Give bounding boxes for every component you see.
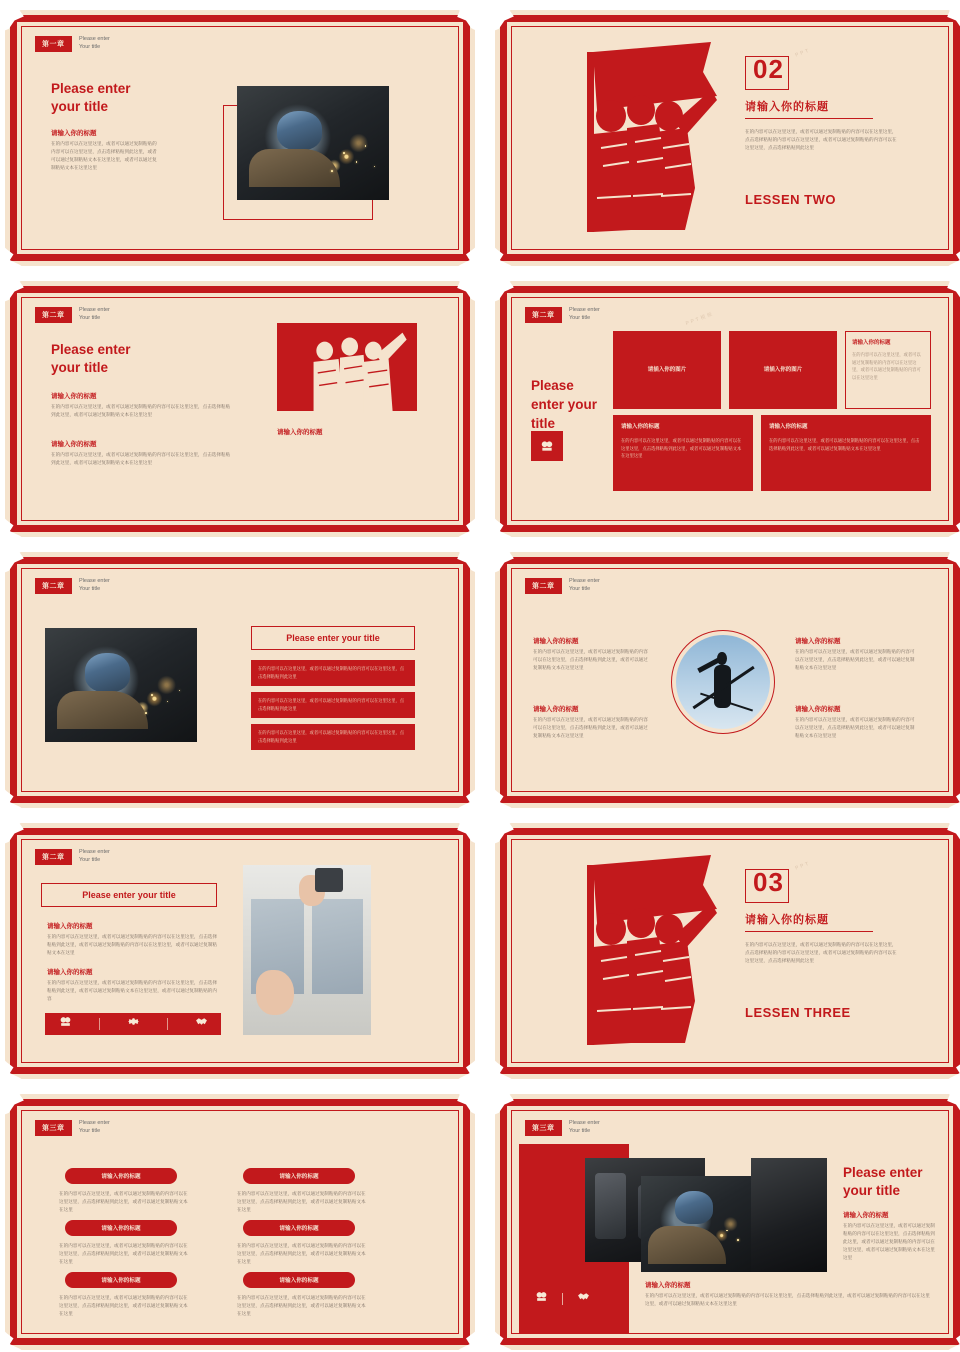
chapter-sub-line1: Please enter <box>569 1120 600 1126</box>
lesson-label: LESSEN TWO <box>745 192 836 207</box>
section-subtitle-2: 请输入你的标题 <box>51 441 97 448</box>
page-title <box>531 377 597 434</box>
chapter-subtitle <box>79 306 110 323</box>
slide-1[interactable] <box>5 10 475 266</box>
chapter-tag: 第三章 <box>525 1120 562 1136</box>
bullet-bar-text: 在的内容可以在这里这里，或者可以通过复制粘贴的内容可以在这里这里，点击选择粘贴到此这里 <box>258 698 405 711</box>
hands-icon[interactable] <box>59 1015 72 1033</box>
item-pill-label: 请输入你的标题 <box>279 1278 319 1284</box>
page-title-line3: title <box>531 415 556 431</box>
chapter-sub-line2: Your title <box>569 315 591 322</box>
chapter-sub-line1: Please enter <box>79 578 110 584</box>
spark <box>343 152 345 154</box>
item-body-5: 在的内容可以在这里这里，或者可以通过复制粘贴的内容可以在这里这里，点击选择粘贴到此这里，或者可以通过复制粘贴文本在这里 <box>59 1295 188 1317</box>
section-subtitle-1: 请输入你的标题 <box>51 393 97 400</box>
welder-arm <box>648 1226 726 1264</box>
image-placeholder-2[interactable] <box>729 331 837 409</box>
section-subtitle: 请输入你的标题 <box>843 1212 889 1219</box>
image-placeholder-label: 请插入你的图片 <box>647 366 687 373</box>
quadrant-body-1: 在的内容可以在这里这里，或者可以通过复制粘贴的内容可以在这里这里，点击选择粘贴到此这里，或者可以通过复制粘贴文本在这里这里 <box>533 649 648 671</box>
slide-10[interactable] <box>495 1094 960 1350</box>
page-title-line2: your title <box>51 360 109 376</box>
item-pill-1[interactable] <box>65 1168 177 1184</box>
card-body: 在的内容可以在这里这里，或者可以通过复制粘贴的内容可以在这里这里，点击选择粘贴到此这里，或者可以通过复制粘贴文本在这里这里 <box>621 437 742 459</box>
icon-bar <box>45 1013 221 1035</box>
chapter-sub-line2: Your title <box>569 1128 591 1135</box>
photo-ring <box>671 630 775 734</box>
welder-arm <box>57 691 148 730</box>
section-heading: 请输入你的标题 <box>745 101 829 113</box>
slide-3[interactable] <box>5 281 475 537</box>
handshake-icon[interactable] <box>195 1015 208 1033</box>
item-pill-label: 请输入你的标题 <box>101 1278 141 1284</box>
card-title: 请输入你的标题 <box>769 424 808 430</box>
hands-icon <box>531 431 563 461</box>
slide-8[interactable] <box>495 823 960 1079</box>
heading-rule <box>745 931 873 932</box>
page-title-line1: Please enter <box>843 1165 923 1180</box>
quadrant-body-3: 在的内容可以在这里这里，或者可以通过复制粘贴的内容可以在这里这里，点击选择粘贴到此这里，或者可以通过复制粘贴文本在这里这里 <box>533 717 648 739</box>
chapter-sub-line1: Please enter <box>79 307 110 313</box>
photo-sparks <box>751 1158 827 1272</box>
page-title-line2: enter your <box>531 396 598 412</box>
page-title-line2: your title <box>843 1183 901 1199</box>
chapter-sub-line2: Your title <box>79 1128 101 1135</box>
photo-window <box>243 865 371 1035</box>
window-pane-right <box>312 899 363 994</box>
icon-row <box>535 1290 590 1308</box>
slide-7[interactable] <box>5 823 475 1079</box>
page-title <box>843 1164 923 1200</box>
bullet-bar-1[interactable] <box>251 660 415 686</box>
item-pill-5[interactable] <box>65 1272 177 1288</box>
bullet-bar-text: 在的内容可以在这里这里，或者可以通过复制粘贴的内容可以在这里这里，点击选择粘贴到此这里 <box>258 666 405 679</box>
drill-tool <box>315 868 343 892</box>
page-title-line2: your title <box>51 99 109 115</box>
card-title: 请输入你的标题 <box>852 340 891 346</box>
section-number: 02 <box>753 54 784 84</box>
welder-helmet <box>675 1191 713 1224</box>
section-subtitle: 请输入你的标题 <box>51 130 97 137</box>
photo-climber <box>676 635 770 729</box>
item-pill-label: 请输入你的标题 <box>101 1226 141 1232</box>
chapter-subtitle <box>569 306 600 323</box>
chapter-subtitle <box>79 1119 110 1136</box>
item-pill-4[interactable] <box>243 1220 355 1236</box>
chapter-tag: 第二章 <box>35 849 72 865</box>
bullet-bar-3[interactable] <box>251 724 415 750</box>
spark <box>737 1239 739 1241</box>
flag-workers-graphic <box>283 317 415 415</box>
chapter-sub-line2: Your title <box>569 586 591 593</box>
flag-workers-graphic <box>535 851 725 1051</box>
bullet-bar-text: 在的内容可以在这里这里，或者可以通过复制粘贴的内容可以在这里这里，点击选择粘贴到此这里 <box>258 730 405 743</box>
welder-arm <box>249 149 340 188</box>
text-card-light[interactable] <box>845 331 931 409</box>
spark <box>151 694 153 696</box>
body-text: 在的内容可以在这里这里，或者可以通过复制粘贴的内容可以在这里这里，点击选择粘贴的内容可以在这里这里，或者可以通过复制粘贴的内容可以在这里这里，点击选择粘贴到此这里 <box>745 942 897 964</box>
body-text: 在的内容可以在这里这里，或者可以通过复制粘贴的内容可以在这里这里，点击选择粘贴到此这里，或者可以通过复制粘贴的内容可以在这里这里，或者可以通过复制粘贴文本在这里这里 <box>843 1223 935 1261</box>
section-number: 03 <box>753 867 784 897</box>
gear-icon[interactable] <box>127 1015 140 1033</box>
chapter-sub-line2: Your title <box>79 586 101 593</box>
page-title-line1: Please enter <box>51 342 131 357</box>
slide-6[interactable] <box>495 552 960 808</box>
spark <box>167 701 169 703</box>
body-text-1: 在的内容可以在这里这里，或者可以通过复制粘贴的内容可以在这里这里，点击选择粘贴到此这里，或者可以通过复制粘贴的内容可以在这里这里，或者可以通过复制粘贴文本在这里 <box>47 934 217 956</box>
title-box <box>41 883 217 907</box>
page-title-line1: Please <box>531 378 574 393</box>
chapter-subtitle <box>569 577 600 594</box>
item-pill-label: 请输入你的标题 <box>279 1174 319 1180</box>
divider <box>562 1293 563 1305</box>
item-pill-label: 请输入你的标题 <box>279 1226 319 1232</box>
chapter-subtitle <box>79 577 110 594</box>
card-body: 在的内容可以在这里这里，或者可以通过复制粘贴的内容可以在这里这里，或者可以通过复制粘贴的内容可以在这里这里 <box>852 352 921 381</box>
shop-shape <box>595 1173 626 1240</box>
item-pill-label: 请输入你的标题 <box>101 1174 141 1180</box>
chapter-tag: 第二章 <box>525 578 562 594</box>
bullet-bar-2[interactable] <box>251 692 415 718</box>
quadrant-title-2: 请输入你的标题 <box>795 638 841 645</box>
body-text-2: 在的内容可以在这里这里，或者可以通过复制粘贴的内容可以在这里这里，点击选择粘贴到此这里，或者可以通过复制粘贴文本在这里这里 <box>51 452 231 466</box>
item-pill-6[interactable] <box>243 1272 355 1288</box>
slide-4[interactable] <box>495 281 960 537</box>
body-text-2: 在的内容可以在这里这里，或者可以通过复制粘贴的内容可以在这里这里，点击选择粘贴到此这里，或者可以通过复制粘贴文本在这里这里，或者可以通过复制粘贴的内容 <box>47 980 217 1002</box>
section-subtitle-1: 请输入你的标题 <box>47 923 93 930</box>
slide-9[interactable] <box>5 1094 475 1350</box>
photo-welder <box>45 628 197 742</box>
item-pill-2[interactable] <box>243 1168 355 1184</box>
item-pill-3[interactable] <box>65 1220 177 1236</box>
card-title: 请输入你的标题 <box>621 424 660 430</box>
chapter-tag: 第二章 <box>35 307 72 323</box>
title-box <box>251 626 415 650</box>
section-heading: 请输入你的标题 <box>745 914 829 926</box>
quadrant-body-2: 在的内容可以在这里这里，或者可以通过复制粘贴的内容可以在这里这里，点击选择粘贴到此这里，或者可以通过复制粘贴文本在这里这里 <box>795 649 915 671</box>
item-body-1: 在的内容可以在这里这里，或者可以通过复制粘贴的内容可以在这里这里，点击选择粘贴到此这里，或者可以通过复制粘贴文本在这里 <box>59 1191 188 1213</box>
page-title <box>51 341 131 377</box>
caption-title: 请输入你的标题 <box>645 1282 691 1289</box>
chapter-sub-line1: Please enter <box>569 307 600 313</box>
divider <box>99 1018 100 1030</box>
handshake-icon[interactable] <box>577 1290 590 1308</box>
slide-5[interactable] <box>5 552 475 808</box>
quadrant-title-1: 请输入你的标题 <box>533 638 579 645</box>
chapter-subtitle <box>79 848 110 865</box>
chapter-tag: 第三章 <box>35 1120 72 1136</box>
quadrant-body-4: 在的内容可以在这里这里，或者可以通过复制粘贴的内容可以在这里这里，点击选择粘贴到此这里，或者可以通过复制粘贴文本在这里这里 <box>795 717 915 739</box>
chapter-sub-line1: Please enter <box>569 578 600 584</box>
photo-welder <box>237 86 389 200</box>
chapter-tag: 第二章 <box>525 307 562 323</box>
item-body-6: 在的内容可以在这里这里，或者可以通过复制粘贴的内容可以在这里这里，点击选择粘贴到此这里，或者可以通过复制粘贴文本在这里 <box>237 1295 366 1317</box>
chapter-subtitle <box>569 1119 600 1136</box>
quadrant-title-3: 请输入你的标题 <box>533 706 579 713</box>
chapter-sub-line1: Please enter <box>79 1120 110 1126</box>
item-body-2: 在的内容可以在这里这里，或者可以通过复制粘贴的内容可以在这里这里，点击选择粘贴到此这里，或者可以通过复制粘贴文本在这里 <box>237 1191 366 1213</box>
item-body-3: 在的内容可以在这里这里，或者可以通过复制粘贴的内容可以在这里这里，点击选择粘贴到此这里，或者可以通过复制粘贴文本在这里 <box>59 1243 188 1265</box>
page-title-line1: Please enter <box>51 81 131 96</box>
image-placeholder-label: 请插入你的图片 <box>763 366 803 373</box>
photo-welder <box>641 1176 753 1272</box>
chapter-sub-line2: Your title <box>79 857 101 864</box>
divider <box>167 1018 168 1030</box>
chapter-sub-line2: Your title <box>79 44 101 51</box>
graphic-caption: 请输入你的标题 <box>277 429 323 436</box>
spark <box>145 712 147 714</box>
text-card-dark-2[interactable] <box>761 415 931 491</box>
image-placeholder-1[interactable] <box>613 331 721 409</box>
page-title: Please enter your title <box>82 890 176 900</box>
flag-workers-graphic <box>535 38 725 238</box>
text-card-dark-1[interactable] <box>613 415 753 491</box>
chapter-tag: 第二章 <box>35 578 72 594</box>
body-text: 在的内容可以在这里这里，或者可以通过复制粘贴的内容可以在这里这里，点击选择粘贴的内容可以在这里这里，或者可以通过复制粘贴的内容可以在这里这里，点击选择粘贴到此这里 <box>745 129 897 151</box>
caption-body: 在的内容可以在这里这里，或者可以通过复制粘贴的内容可以在这里这里，点击选择粘贴到此这里，或者可以通过复制粘贴的内容可以在这里这里，或者可以通过复制粘贴文本在这里这里 <box>645 1293 930 1307</box>
spark <box>331 170 333 172</box>
climber-head <box>717 652 726 665</box>
body-text: 在的内容可以在这里这里，或者可以通过复制粘贴的内容可以在这里这里，点击选择粘贴到此这里，或者可以通过复制粘贴文本在这里这里，或者可以通过复制粘贴文本在这里这里 <box>51 141 157 171</box>
section-subtitle-2: 请输入你的标题 <box>47 969 93 976</box>
spark <box>179 690 181 692</box>
chapter-sub-line2: Your title <box>79 315 101 322</box>
page-title: Please enter your title <box>286 633 380 643</box>
body-text-1: 在的内容可以在这里这里，或者可以通过复制粘贴的内容可以在这里这里，点击选择粘贴到此这里，或者可以通过复制粘贴文本在这里这里 <box>51 404 231 418</box>
spark <box>356 161 358 163</box>
welder-helmet <box>85 653 131 692</box>
watermark: PPT <box>794 47 812 59</box>
lesson-label: LESSEN THREE <box>745 1005 851 1020</box>
item-body-4: 在的内容可以在这里这里，或者可以通过复制粘贴的内容可以在这里这里，点击选择粘贴到此这里，或者可以通过复制粘贴文本在这里 <box>237 1243 366 1265</box>
spark <box>726 1230 728 1232</box>
hands-icon[interactable] <box>535 1290 548 1308</box>
chapter-subtitle <box>79 35 110 52</box>
chapter-sub-line1: Please enter <box>79 849 110 855</box>
chapter-tag: 第一章 <box>35 36 72 52</box>
hand-lower <box>256 970 294 1014</box>
watermark: PPT模板 <box>685 311 716 327</box>
welder-helmet <box>277 111 323 150</box>
spark <box>374 166 376 168</box>
page-title <box>51 80 131 116</box>
quadrant-title-4: 请输入你的标题 <box>795 706 841 713</box>
heading-rule <box>745 118 873 119</box>
card-body: 在的内容可以在这里这里，或者可以通过复制粘贴的内容可以在这里这里，点击选择粘贴到此这里，或者可以通过复制粘贴文本在这里这里 <box>769 437 920 451</box>
chapter-sub-line1: Please enter <box>79 36 110 42</box>
spark <box>365 145 367 147</box>
slide-2[interactable] <box>495 10 960 266</box>
watermark: PPT <box>794 860 812 872</box>
